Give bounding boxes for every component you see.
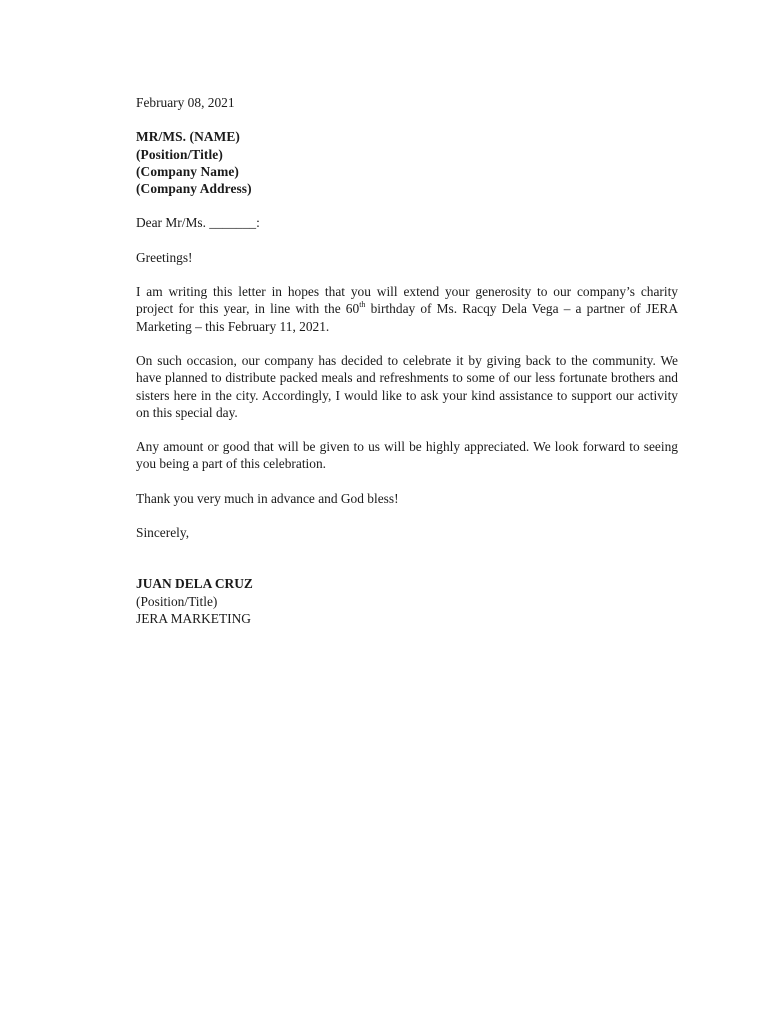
body-paragraph-1 bbox=[136, 283, 678, 335]
letter-page bbox=[136, 94, 678, 627]
paragraph-1-text-start: I am writing this letter in hopes that you will extend your generosity to our company’s charity project for this year, in line with the 60 bbox=[136, 284, 678, 317]
body-paragraph-3: Any amount or good that will be given to us will be highly appreciated. We look forward to seeing you being a part of this celebration. bbox=[136, 439, 678, 472]
thanks-line: Thank you very much in advance and God bless! bbox=[136, 490, 399, 506]
recipient-block bbox=[136, 128, 678, 197]
greeting: Greetings! bbox=[136, 249, 193, 265]
recipient-company: (Company Name) bbox=[136, 163, 239, 179]
recipient-address: (Company Address) bbox=[136, 181, 252, 197]
signature-block bbox=[136, 575, 678, 627]
ordinal-suffix: th bbox=[359, 299, 366, 309]
salutation: Dear Mr/Ms. _______: bbox=[136, 215, 260, 231]
letter-date: February 08, 2021 bbox=[136, 95, 235, 110]
paragraph-1-text-end: birthday of Ms. Racqy Dela Vega – a partner of JERA Marketing – this February 11, 2021. bbox=[136, 301, 678, 334]
body-paragraph-2: On such occasion, our company has decided to celebrate it by giving back to the community. We have planned to distribute packed meals and refreshments to some of our less fortunate brothers and sisters here in the city. Accordingly, I would like to ask your kind assistance to support our activity on this special day. bbox=[136, 352, 678, 420]
signature-position: (Position/Title) bbox=[136, 593, 218, 609]
closing: Sincerely, bbox=[136, 525, 190, 541]
signature-company: JERA MARKETING bbox=[136, 610, 251, 626]
recipient-position: (Position/Title) bbox=[136, 146, 223, 162]
signature-name: JUAN DELA CRUZ bbox=[136, 576, 253, 592]
recipient-name: MR/MS. (NAME) bbox=[136, 129, 240, 145]
